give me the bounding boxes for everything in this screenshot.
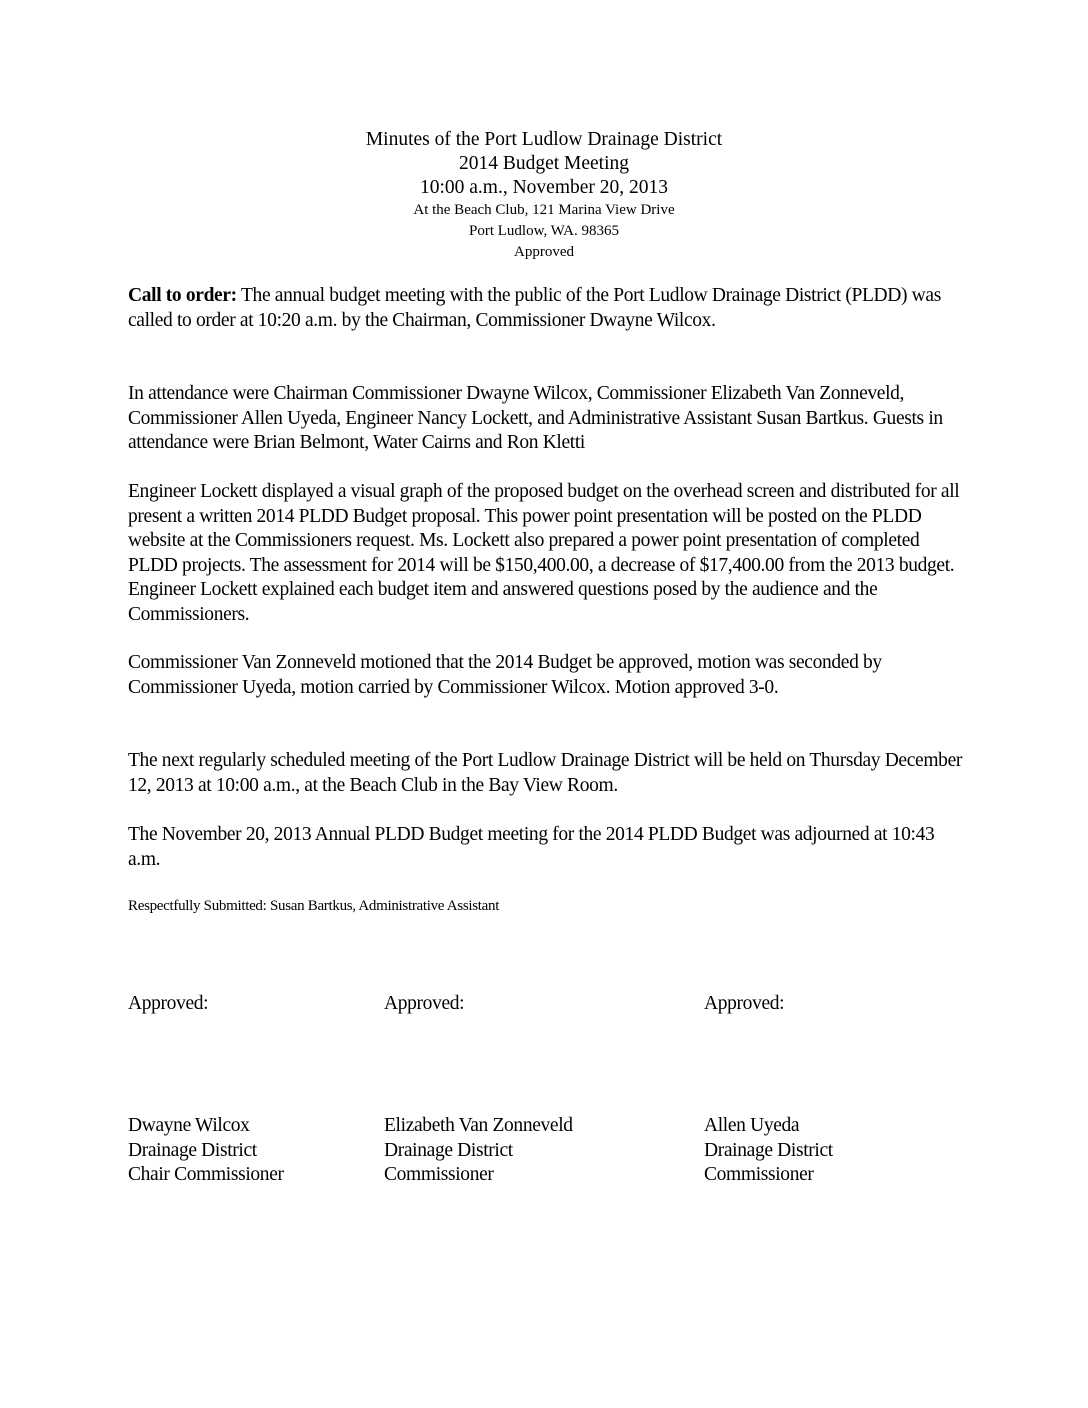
- approval-status: Approved: [514, 244, 574, 260]
- budget-paragraph: Engineer Lockett displayed a visual graph of the proposed budget on the overhead screen and distributed for all present a written 2014 PLDD Budget proposal. This power point presentation will be posted on the PLDD website at the Commissioners request. Ms. Lockett also prepared a power point presentation of completed PLDD projects. The assessment for 2014 will be $150,400.00, a decrease of $17,400.00 from the 2013 budget. Engineer Lockett explained each budget item and answered questions posed by the audience and the Commissioners.: [128, 481, 960, 625]
- document-header: [0, 128, 1088, 263]
- signer-org: Drainage District: [704, 1139, 833, 1161]
- signature-block-2: [384, 1114, 573, 1188]
- meeting-location: At the Beach Club, 121 Marina View Drive: [413, 202, 675, 218]
- signer-role: Commissioner: [704, 1164, 814, 1185]
- approved-label-3: Approved:: [704, 993, 785, 1014]
- signer-org: Drainage District: [128, 1139, 257, 1161]
- signer-org: Drainage District: [384, 1139, 513, 1161]
- call-to-order-label: Call to order:: [128, 285, 237, 306]
- signer-name: Allen Uyeda: [704, 1115, 800, 1136]
- call-to-order-text: The annual budget meeting with the public of the Port Ludlow Drainage District (PLDD) was called to order at 10:20 a.m. by the Chairman, Commissioner Dwayne Wilcox.: [128, 285, 941, 331]
- call-to-order-paragraph: [128, 284, 968, 333]
- approved-label-1: Approved:: [128, 993, 209, 1014]
- approved-label-2: Approved:: [384, 993, 465, 1014]
- motion-paragraph: Commissioner Van Zonneveld motioned that the 2014 Budget be approved, motion was seconded by Commissioner Uyeda, motion carried by Commissioner Wilcox. Motion approved 3-0.: [128, 652, 882, 698]
- meeting-name: 2014 Budget Meeting: [458, 153, 630, 174]
- adjournment-paragraph: The November 20, 2013 Annual PLDD Budget meeting for the 2014 PLDD Budget was adjourned at 10:43 a.m.: [128, 824, 935, 870]
- next-meeting-paragraph: The next regularly scheduled meeting of the Port Ludlow Drainage District will be held on Thursday December 12, 2013 at 10:00 a.m., at the Beach Club in the Bay View Room.: [128, 750, 963, 796]
- signature-block-1: [128, 1114, 284, 1188]
- meeting-datetime: 10:00 a.m., November 20, 2013: [419, 177, 669, 198]
- submitted-by: Respectfully Submitted: Susan Bartkus, Administrative Assistant: [128, 898, 500, 914]
- signer-name: Dwayne Wilcox: [128, 1115, 250, 1136]
- meeting-city: Port Ludlow, WA. 98365: [469, 223, 619, 239]
- attendance-paragraph: In attendance were Chairman Commissioner Dwayne Wilcox, Commissioner Elizabeth Van Zonneveld, Commissioner Allen Uyeda, Engineer Nancy Lockett, and Administrative Assistant Susan Bartkus. Guests in attendance were Brian Belmont, Water Cairns and Ron Kletti: [128, 383, 943, 453]
- signer-name: Elizabeth Van Zonneveld: [384, 1115, 573, 1136]
- signer-role: Chair Commissioner: [128, 1164, 284, 1185]
- signer-role: Commissioner: [384, 1164, 494, 1185]
- document-title: Minutes of the Port Ludlow Drainage District: [365, 129, 723, 150]
- signature-block-3: [704, 1114, 833, 1188]
